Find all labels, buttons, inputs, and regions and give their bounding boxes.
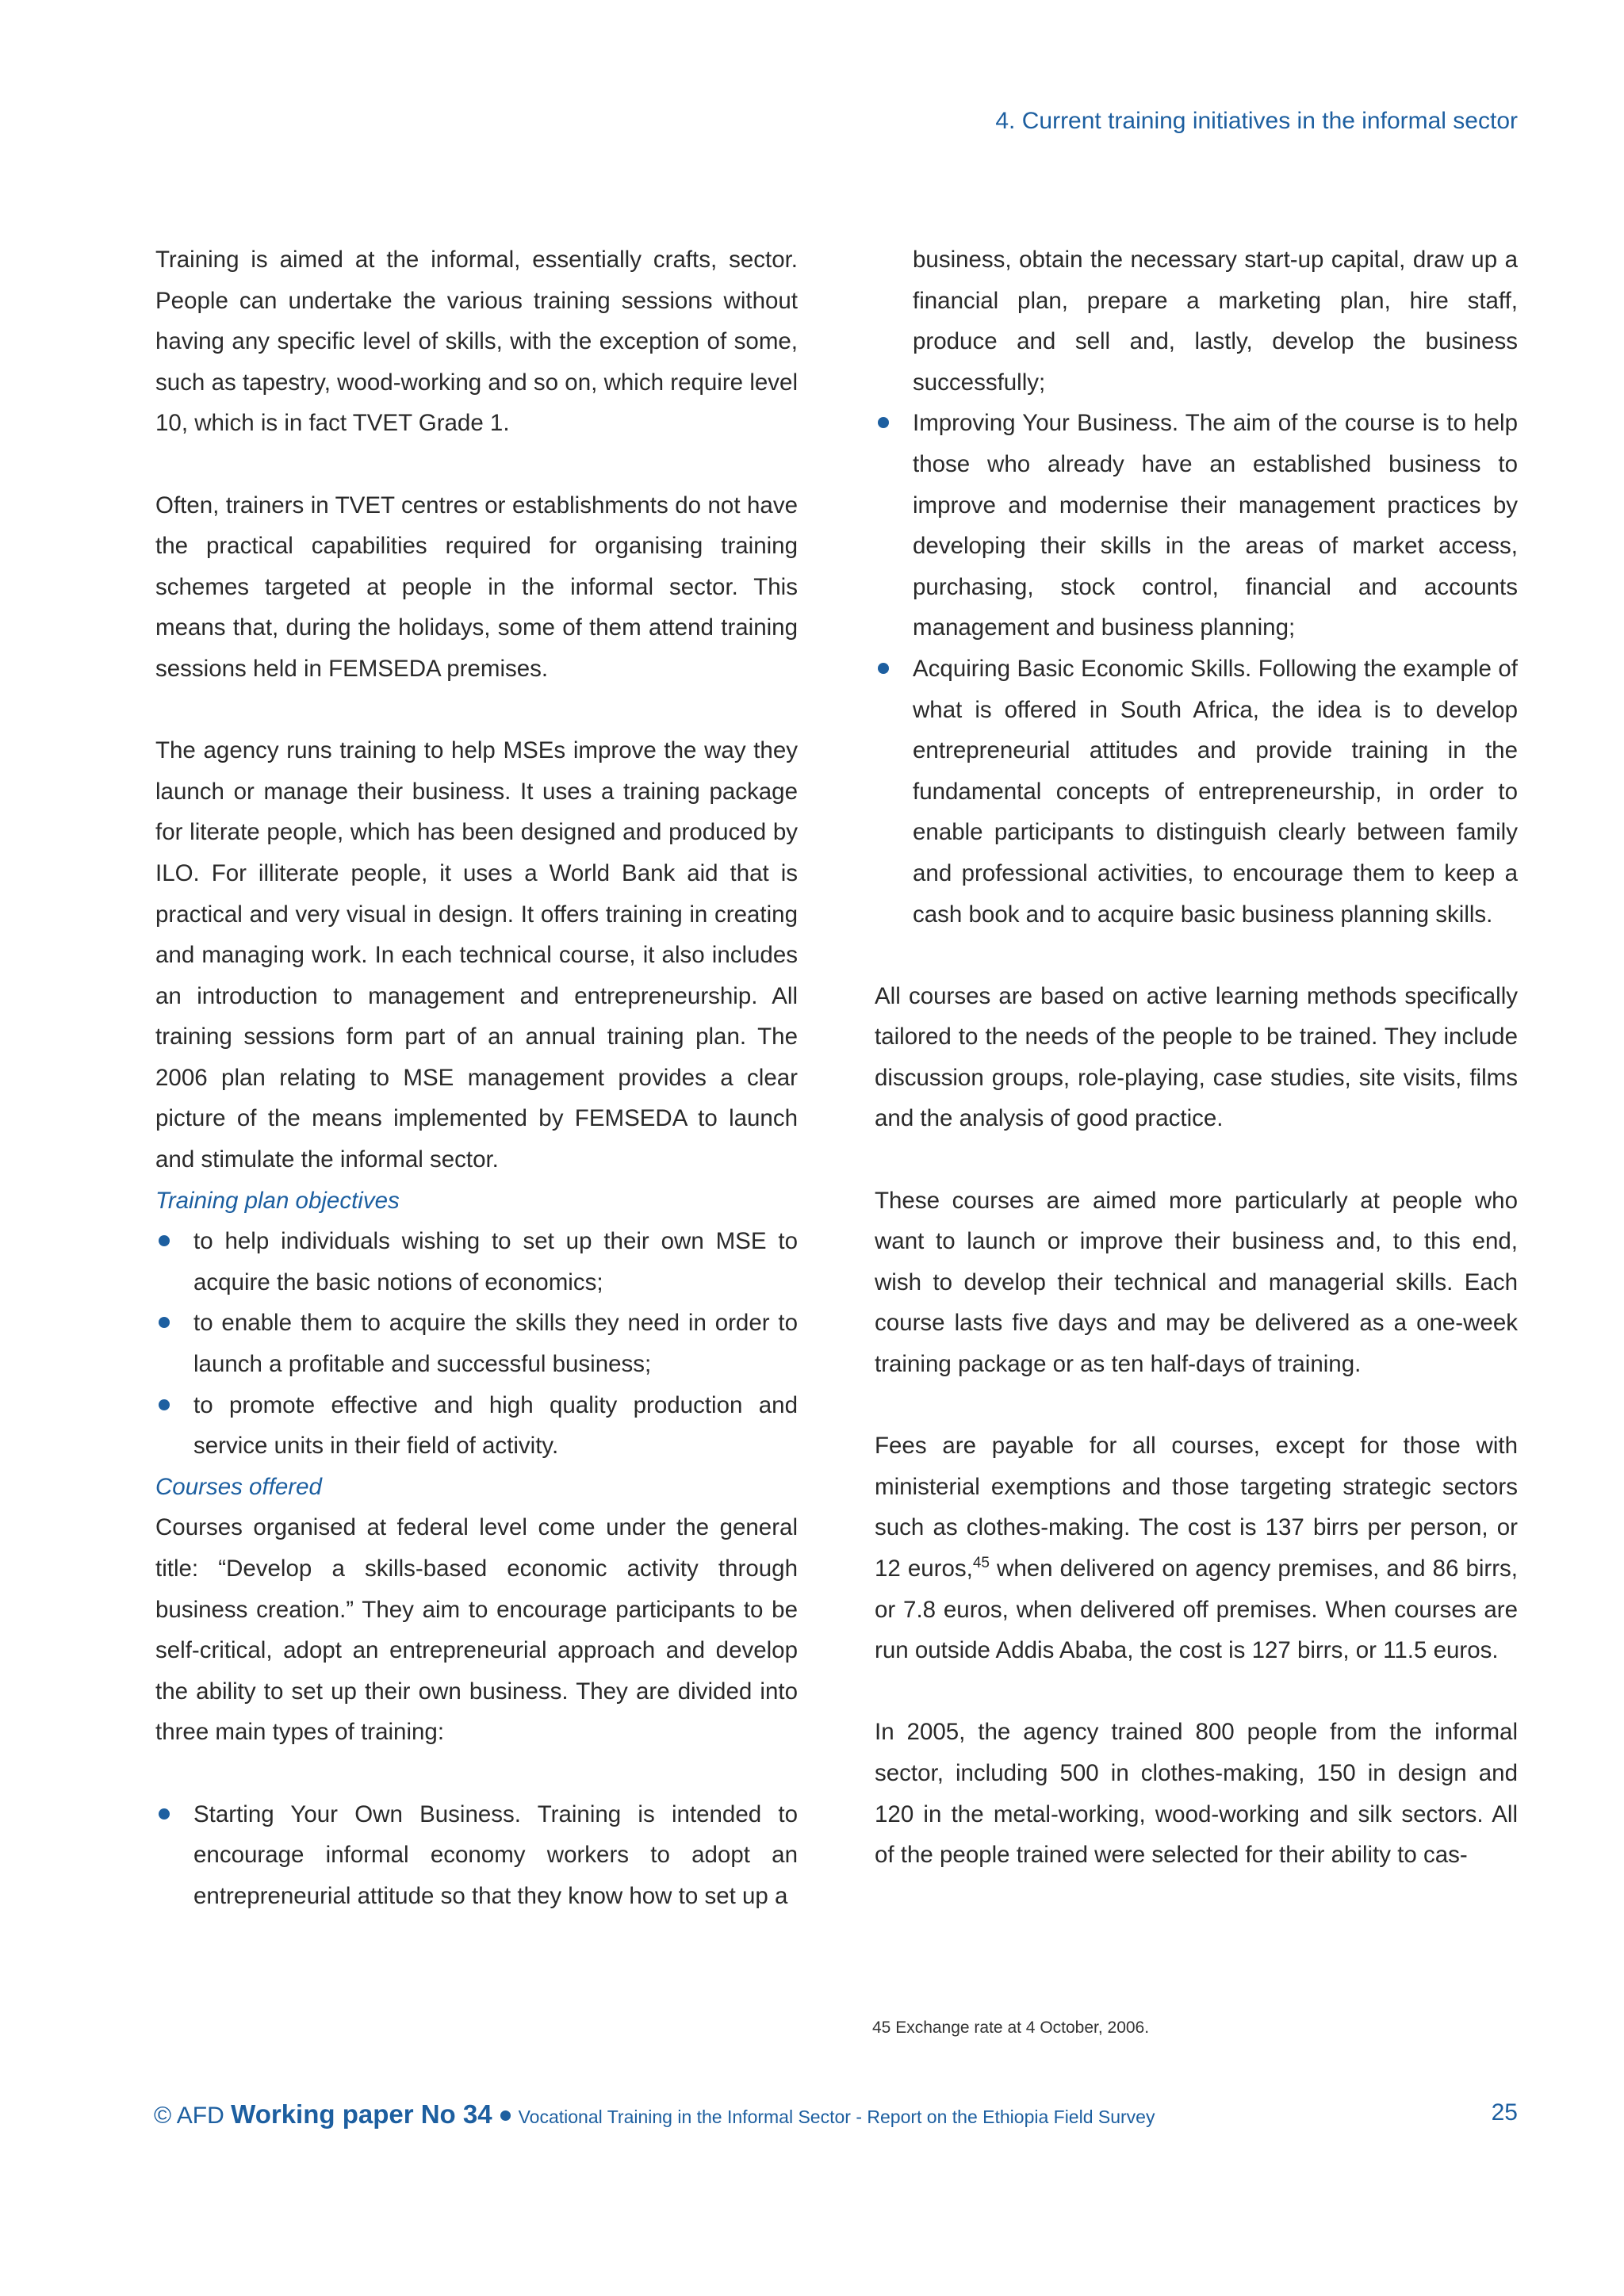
- courses-list-continued: [875, 403, 1518, 935]
- paragraph: Training is aimed at the informal, essentially crafts, sector. People can undertake the various training sessions without having any specific level of skills, with the exception of some, such as tapestry, wood-working and so on, which require level 10, which is in fact TVET Grade 1.: [155, 247, 798, 437]
- list-item: Starting Your Own Business. Training is intended to encourage informal economy workers to adopt an entrepreneurial attitude so that they know how to set up a: [155, 1794, 798, 1917]
- footnote: 45 Exchange rate at 4 October, 2006.: [872, 2019, 1150, 2037]
- paragraph: These courses are aimed more particularly at people who want to launch or improve their business and, to this end, wish to develop their technical and managerial skills. Each course lasts five days and may be delivered as a one-week training package or as ten half-days of training.: [875, 1187, 1518, 1378]
- list-item: to enable them to acquire the skills they need in order to launch a profitable and successful business;: [155, 1303, 798, 1384]
- paragraph: The agency runs training to help MSEs improve the way they launch or manage their business. It uses a training package for literate people, which has been designed and produced by ILO. For illiterate people, it uses a World Bank aid that is practical and very visual in design. It offers training in creating and managing work. In each technical course, it also includes an introduction to management and entrepreneurship. All training sessions form part of an annual training plan. The 2006 plan relating to MSE management provides a clear picture of the means implemented by FEMSEDA to launch and stimulate the informal sector.: [155, 737, 798, 1173]
- running-header: 4. Current training initiatives in the informal sector: [995, 108, 1518, 134]
- paragraph: All courses are based on active learning methods specifically tailored to the needs of the people to be trained. They include discussion groups, role-playing, case studies, site visits, films and the analysis of good practice.: [875, 982, 1518, 1132]
- bullet-icon: [159, 1399, 170, 1410]
- paragraph: In 2005, the agency trained 800 people from the informal sector, including 500 in clothes-making, 150 in design and 120 in the metal-working, wood-working and silk sectors. All of the people trained were selected for their ability to cas-: [875, 1719, 1518, 1869]
- paragraph: Often, trainers in TVET centres or establishments do not have the practical capabilities required for organising training schemes targeted at people in the informal sector. This means that, during the holidays, some of them attend training sessions held in FEMSEDA premises.: [155, 492, 798, 682]
- page-footer: [154, 2099, 1518, 2130]
- bullet-icon: [159, 1808, 170, 1820]
- bullet-icon: [500, 2110, 511, 2121]
- copyright: © AFD: [154, 2103, 224, 2129]
- objectives-list: [155, 1221, 798, 1467]
- series-title: Working paper No 34: [231, 2099, 492, 2129]
- objectives-heading: Training plan objectives: [155, 1187, 400, 1214]
- page-number: 25: [1491, 2099, 1518, 2126]
- courses-list: [155, 1794, 798, 1917]
- left-column: [155, 239, 798, 1916]
- footnote-ref: 45: [972, 1555, 990, 1572]
- bullet-icon: [159, 1317, 170, 1328]
- bullet-icon: [878, 663, 889, 674]
- list-item: Improving Your Business. The aim of the course is to help those who already have an established business to improve and modernise their management practices by developing their skills in the areas of market access, purchasing, stock control, financial and accounts management and business planning;: [875, 403, 1518, 649]
- paragraph: Courses organised at federal level come under the general title: “Develop a skills-based economic activity through business creation.” They aim to encourage participants to be self-critical, adopt an entrepreneurial approach and develop the ability to set up their own business. They are divided into three main types of training:: [155, 1514, 798, 1746]
- bullet-icon: [159, 1235, 170, 1246]
- paragraph: Fees are payable for all courses, except for those with ministerial exemptions and those targeting strategic sectors such as clothes-making. The cost is 137 birrs per person, or 12 euros,$^{45}$ when delivered on agency premises, and 86 birrs, or 7.8 euros, when delivered off premises. When courses are run outside Addis Ababa, the cost is 127 birrs, or 11.5 euros.: [875, 1433, 1519, 1664]
- right-column: [875, 239, 1518, 1876]
- list-item: to promote effective and high quality production and service units in their field of activity.: [155, 1385, 798, 1467]
- paragraph: business, obtain the necessary start-up capital, draw up a financial plan, prepare a marketing plan, hire staff, produce and sell and, lastly, develop the business successfully;: [913, 247, 1518, 396]
- bullet-icon: [878, 417, 889, 428]
- document-title: Vocational Training in the Informal Sector - Report on the Ethiopia Field Survey: [518, 2107, 1155, 2127]
- list-item: Acquiring Basic Economic Skills. Following the example of what is offered in South Africa, the idea is to develop entrepreneurial attitudes and provide training in the fundamental concepts of entrepreneurship, in order to enable participants to distinguish clearly between family and professional activities, to encourage them to keep a cash book and to acquire basic business planning skills.: [875, 649, 1518, 935]
- list-item: to help individuals wishing to set up their own MSE to acquire the basic notions of economics;: [155, 1221, 798, 1303]
- courses-heading: Courses offered: [155, 1473, 322, 1500]
